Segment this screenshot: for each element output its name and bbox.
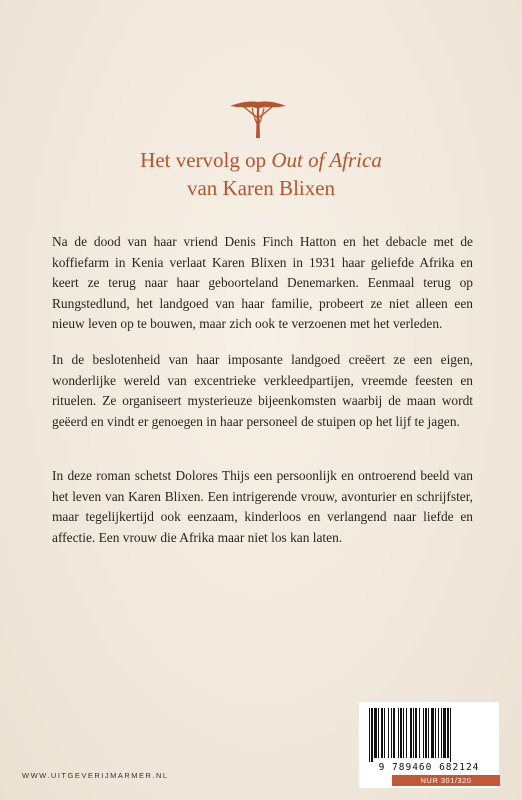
- barcode-bar: [419, 708, 420, 758]
- barcode-bar: [406, 708, 407, 758]
- headline-prefix: Het vervolg op: [140, 148, 272, 172]
- barcode-bar: [388, 708, 389, 758]
- barcode-bar: [369, 708, 370, 762]
- barcode-bar: [391, 708, 392, 758]
- barcode-bar: [450, 708, 451, 762]
- barcode-bar: [403, 708, 404, 758]
- blurb-paragraph-3: In deze roman schetst Dolores Thijs een persoonlijk en ontroerend beeld van het leven van Karen Blixen. Een intrigerende vrouw, avonturier en schrijfster, maar tegelijkertijd ook eenzaam, kinderloos en verlangend naar liefde en affectie. Een vrouw die Afrika maar niet los kan laten.: [52, 468, 473, 545]
- barcode-bar: [443, 708, 446, 758]
- barcode-bar: [384, 708, 385, 758]
- barcode-bar: [441, 708, 442, 758]
- barcode-bar: [431, 708, 434, 758]
- barcode-bar: [423, 708, 424, 758]
- barcode-bar: [381, 708, 383, 758]
- blurb-paragraph-1: Na de dood van haar vriend Denis Finch Hatton en het debacle met de koffiefarm in Kenia verlaat Karen Blixen in 1931 haar geliefde Afrika en keert ze terug naar haar geboorteland Denemarken. Eenmaal terug op Rungstedlund, het landgoed van haar familie, probeert ze niet alleen een nieuw leven op te bouwen, maar zich ook te verzoenen met het verleden.: [52, 234, 473, 331]
- barcode-bar: [398, 708, 399, 758]
- barcode-bar: [435, 708, 436, 758]
- barcode-bar: [393, 708, 395, 758]
- barcode-bar: [438, 708, 439, 758]
- barcode-number: 9 789460 682124: [378, 762, 480, 773]
- barcode-bar: [425, 708, 427, 758]
- publisher-website: WWW.UITGEVERIJMARMER.NL: [22, 771, 169, 780]
- barcode-bar: [378, 708, 379, 758]
- barcode-bar: [410, 708, 412, 758]
- barcode-bar: [415, 708, 417, 758]
- barcode-bar: [413, 708, 414, 758]
- headline-line-2: van Karen Blixen: [186, 176, 336, 200]
- nur-label: NUR 301/320: [392, 775, 500, 786]
- barcode-bar: [447, 708, 449, 758]
- blurb-paragraph-2: In de beslotenheid van haar imposante landgoed creëert ze een eigen, wonderlijke wereld van excentrieke verkleedpartijen, vreemde feesten en rituelen. Ze organiseert mysterieuze bijeenkomsten waarbij de maan wordt geëerd en vindt er genoegen in haar personeel de stuipen op het lijf te jagen.: [52, 352, 473, 429]
- barcode-bar: [374, 708, 377, 758]
- acacia-tree-icon: [228, 96, 288, 140]
- headline-line-1: [0, 146, 522, 174]
- barcode-bar: [400, 708, 402, 758]
- barcode-bar: [428, 708, 429, 758]
- barcode-bar: [371, 708, 373, 762]
- headline-book-title: Out of Africa: [271, 148, 382, 172]
- barcode-bars: [367, 708, 491, 762]
